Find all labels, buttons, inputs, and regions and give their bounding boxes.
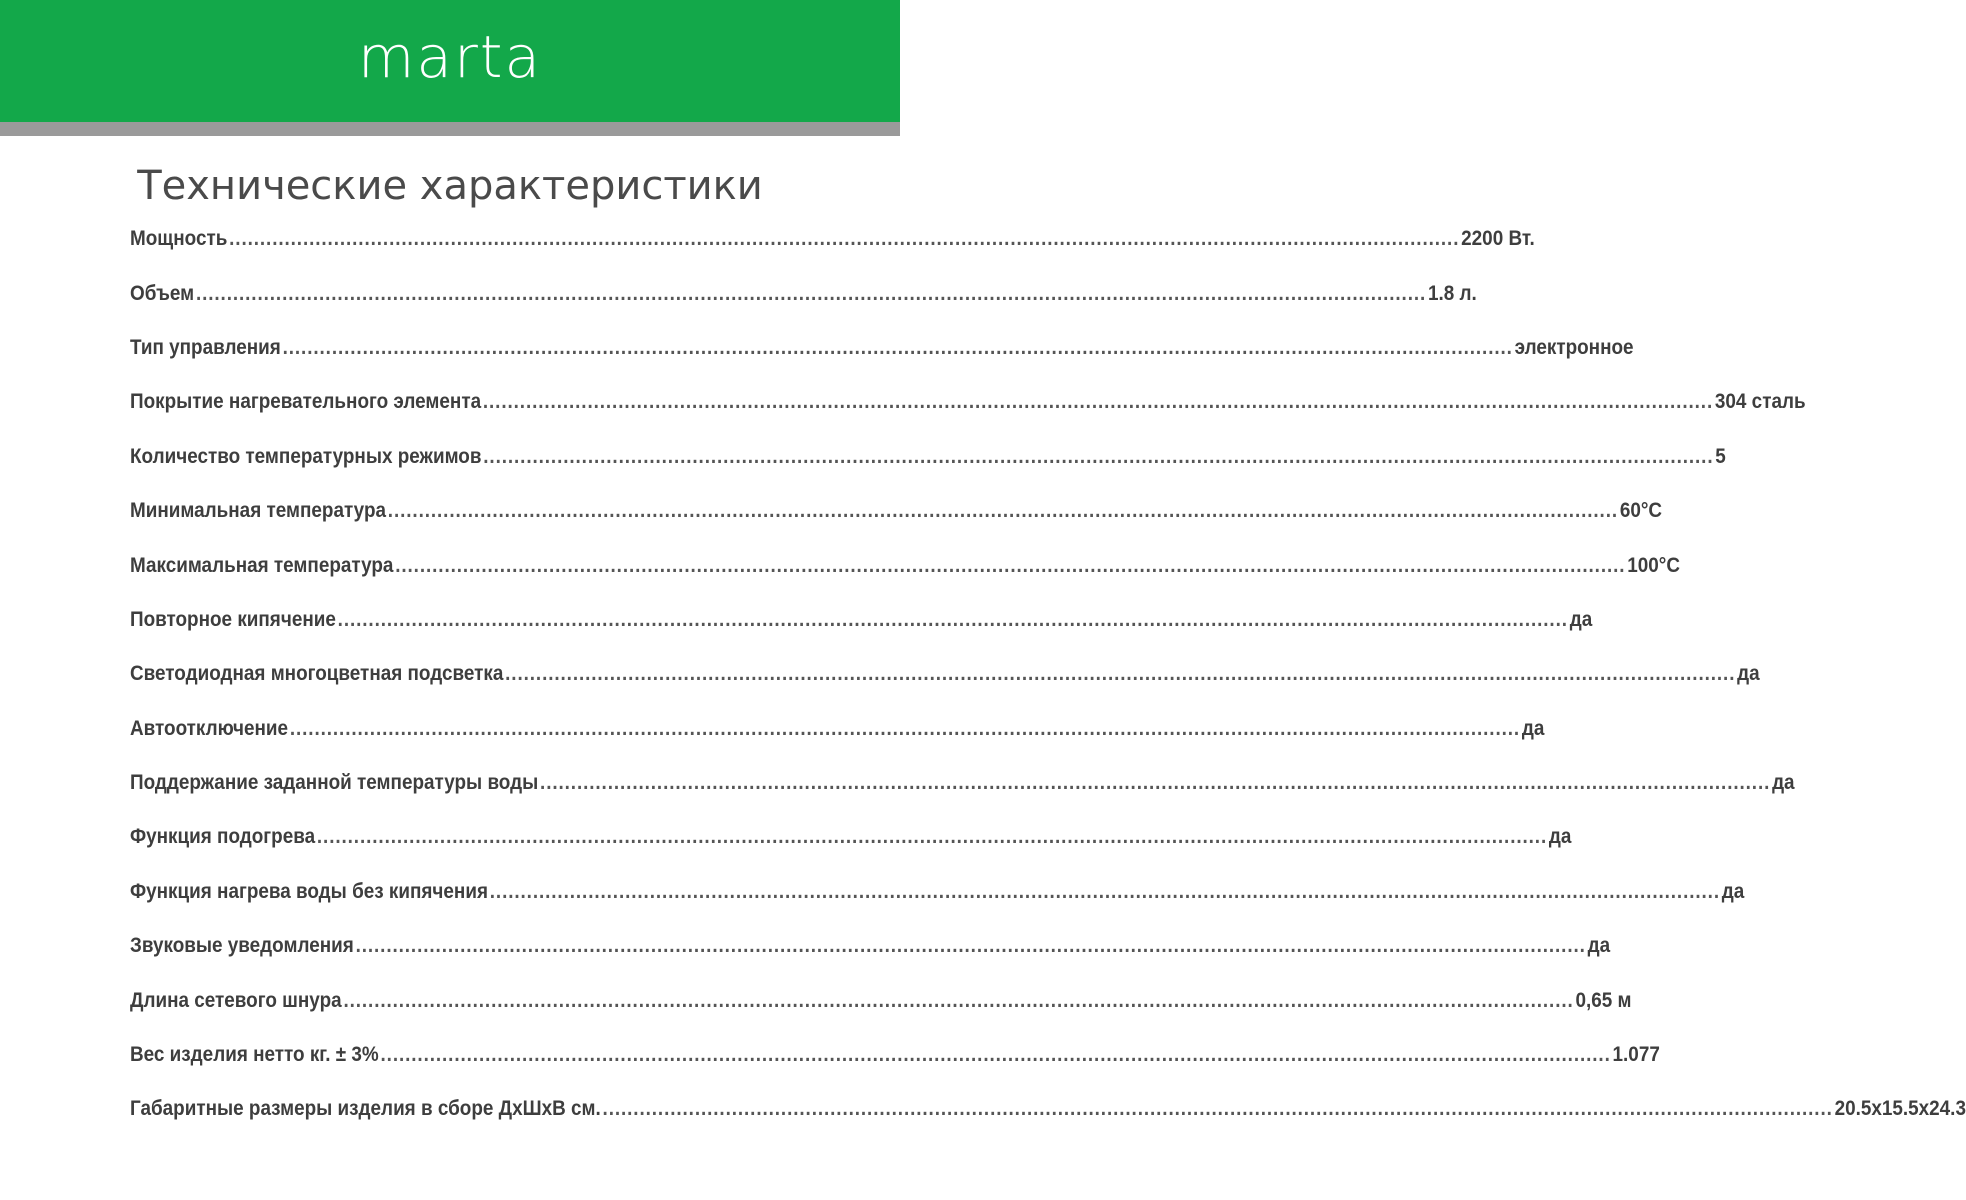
- page-title: Технические характеристики: [137, 163, 763, 209]
- spec-value: да: [1737, 662, 1760, 686]
- spec-row-max-temperature: [130, 538, 1680, 592]
- spec-value: электронное: [1514, 335, 1634, 359]
- leader-dots: ........................................................................................................................................................................................................: [337, 607, 1568, 631]
- spec-row-min-temperature: [130, 484, 1663, 538]
- leader-dots: ........................................................................................................................................................................................................: [395, 553, 1626, 577]
- spec-label: Количество температурных режимов: [130, 444, 482, 468]
- spec-value: да: [1772, 771, 1795, 795]
- spec-row-heating-element: [130, 375, 1806, 429]
- spec-value: 5: [1715, 444, 1726, 468]
- spec-row-heat-no-boil: [130, 865, 1745, 919]
- spec-value: 100°С: [1627, 553, 1680, 577]
- leader-dots: ........................................................................................................................................................................................................: [483, 444, 1714, 468]
- spec-label: Повторное кипячение: [130, 607, 336, 631]
- spec-row-control-type: [130, 321, 1634, 375]
- spec-row-dimensions: [130, 1082, 1966, 1136]
- spec-row-sound-notifications: [130, 919, 1611, 973]
- spec-value: да: [1521, 716, 1545, 740]
- leader-dots: ........................................................................................................................................................................................................: [482, 390, 1714, 414]
- leader-dots: ........................................................................................................................................................................................................: [602, 1097, 1833, 1121]
- spec-value: да: [1569, 607, 1593, 631]
- spec-list: [130, 212, 1966, 1137]
- spec-value: 60°С: [1619, 499, 1663, 523]
- spec-label: Максимальная температура: [130, 553, 394, 577]
- spec-label: Минимальная температура: [130, 499, 387, 523]
- spec-value: 304 сталь: [1714, 390, 1806, 414]
- leader-dots: ........................................................................................................................................................................................................: [387, 499, 1619, 523]
- spec-row-keep-temperature: [130, 756, 1795, 810]
- leader-dots: ........................................................................................................................................................................................................: [505, 662, 1736, 686]
- leader-dots: ........................................................................................................................................................................................................: [489, 879, 1720, 903]
- spec-label: Покрытие нагревательного элемента: [130, 390, 482, 414]
- spec-value: 2200 Вт.: [1461, 227, 1535, 251]
- spec-row-temperature-modes: [130, 430, 1726, 484]
- spec-row-power: [130, 212, 1535, 266]
- spec-label: Поддержание заданной температуры воды: [130, 771, 539, 795]
- leader-dots: ........................................................................................................................................................................................................: [343, 988, 1574, 1012]
- spec-label: Длина сетевого шнура: [130, 988, 342, 1012]
- spec-row-warming: [130, 810, 1572, 864]
- spec-value: 1.8 л.: [1427, 281, 1477, 305]
- spec-label: Функция нагрева воды без кипячения: [130, 879, 488, 903]
- leader-dots: ........................................................................................................................................................................................................: [316, 825, 1548, 849]
- leader-dots: ........................................................................................................................................................................................................: [282, 335, 1513, 359]
- leader-dots: ........................................................................................................................................................................................................: [229, 227, 1460, 251]
- spec-value: 1.077: [1612, 1043, 1660, 1067]
- spec-value: да: [1721, 879, 1745, 903]
- spec-row-net-weight: [130, 1028, 1660, 1082]
- spec-label: Вес изделия нетто кг. ± 3%: [130, 1043, 379, 1067]
- spec-row-cord-length: [130, 973, 1632, 1027]
- spec-label: Тип управления: [130, 335, 281, 359]
- spec-value: да: [1548, 825, 1572, 849]
- spec-label: Автоотключение: [130, 716, 289, 740]
- leader-dots: ........................................................................................................................................................................................................: [289, 716, 1521, 740]
- spec-row-reboil: [130, 593, 1593, 647]
- spec-label: Габаритные размеры изделия в сборе ДхШхВ см.: [130, 1097, 601, 1121]
- spec-label: Светодиодная многоцветная подсветка: [130, 662, 504, 686]
- leader-dots: ........................................................................................................................................................................................................: [195, 281, 1427, 305]
- spec-row-auto-off: [130, 702, 1545, 756]
- leader-dots: ........................................................................................................................................................................................................: [540, 771, 1771, 795]
- spec-label: Мощность: [130, 227, 228, 251]
- brand-header: [0, 0, 900, 122]
- spec-label: Звуковые уведомления: [130, 934, 354, 958]
- spec-label: Объем: [130, 281, 195, 305]
- spec-value: 20.5х15.5х24.3: [1834, 1097, 1966, 1121]
- marta-logo: marta: [357, 23, 543, 91]
- spec-row-volume: [130, 266, 1477, 320]
- leader-dots: ........................................................................................................................................................................................................: [380, 1043, 1611, 1067]
- spec-value: 0,65 м: [1575, 988, 1632, 1012]
- leader-dots: ........................................................................................................................................................................................................: [355, 934, 1586, 958]
- spec-label: Функция подогрева: [130, 825, 316, 849]
- spec-row-led-backlight: [130, 647, 1760, 701]
- spec-value: да: [1587, 934, 1611, 958]
- header-divider-stripe: [0, 122, 900, 136]
